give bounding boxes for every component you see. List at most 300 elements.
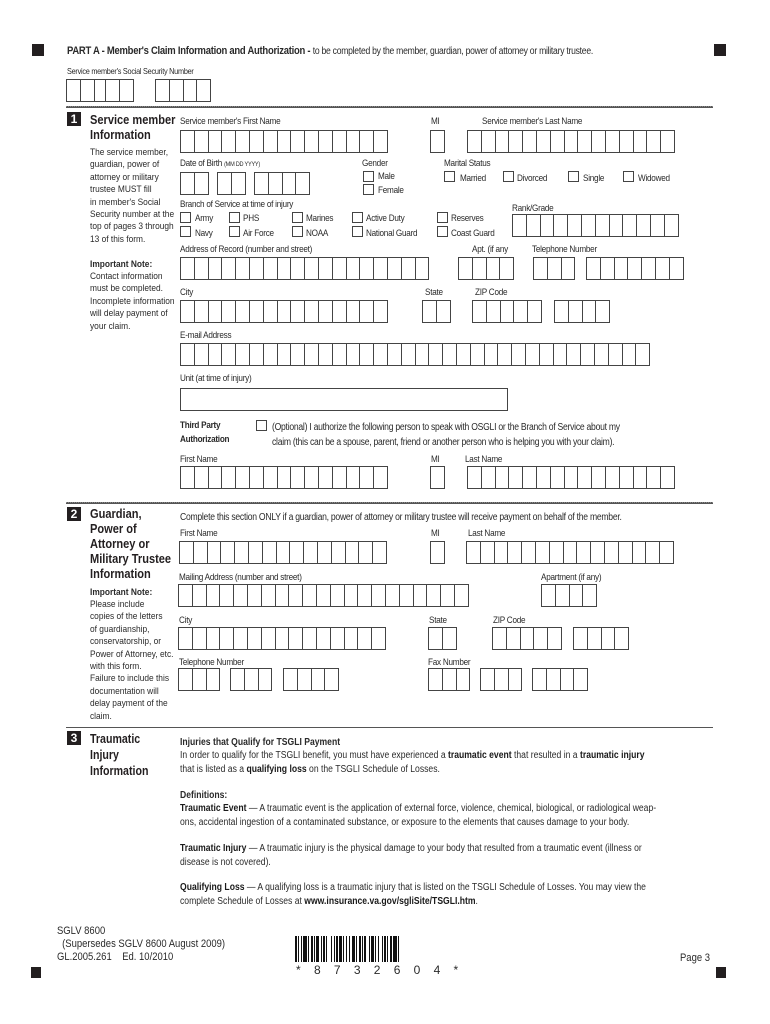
char-cell[interactable] — [371, 627, 386, 650]
last-name-field[interactable] — [467, 130, 674, 153]
char-cell[interactable] — [456, 343, 471, 366]
char-cell[interactable] — [566, 343, 581, 366]
char-cell[interactable] — [180, 257, 195, 280]
char-cell[interactable] — [304, 300, 319, 323]
char-cell[interactable] — [235, 300, 250, 323]
char-cell[interactable] — [619, 130, 634, 153]
char-cell[interactable] — [659, 541, 674, 564]
char-cell[interactable] — [555, 584, 570, 607]
char-cell[interactable] — [180, 130, 195, 153]
tsgli-schedule-link[interactable]: www.insurance.va.gov/sgliSite/TSGLI.htm — [304, 896, 476, 907]
char-cell[interactable] — [207, 541, 222, 564]
rank-field[interactable] — [512, 214, 678, 237]
char-cell[interactable] — [436, 300, 451, 323]
char-cell[interactable] — [494, 668, 509, 691]
char-cell[interactable] — [318, 466, 333, 489]
char-cell[interactable] — [484, 343, 499, 366]
dob-month-field[interactable] — [180, 172, 208, 195]
char-cell[interactable] — [472, 257, 487, 280]
char-cell[interactable] — [263, 300, 278, 323]
char-cell[interactable] — [456, 668, 471, 691]
char-cell[interactable] — [387, 257, 402, 280]
char-cell[interactable] — [440, 584, 455, 607]
char-cell[interactable] — [290, 257, 305, 280]
g-fax-area-field[interactable] — [428, 668, 469, 691]
char-cell[interactable] — [526, 214, 541, 237]
char-cell[interactable] — [373, 257, 388, 280]
char-cell[interactable] — [587, 627, 602, 650]
char-cell[interactable] — [194, 466, 209, 489]
char-cell[interactable] — [547, 257, 562, 280]
char-cell[interactable] — [357, 584, 372, 607]
char-cell[interactable] — [206, 627, 221, 650]
char-cell[interactable] — [413, 584, 428, 607]
char-cell[interactable] — [550, 130, 565, 153]
char-cell[interactable] — [547, 627, 562, 650]
char-cell[interactable] — [206, 584, 221, 607]
g-apartment-field[interactable] — [541, 584, 596, 607]
char-cell[interactable] — [573, 668, 588, 691]
char-cell[interactable] — [234, 541, 249, 564]
g-state-field[interactable] — [428, 627, 456, 650]
char-cell[interactable] — [590, 541, 605, 564]
char-cell[interactable] — [582, 300, 597, 323]
char-cell[interactable] — [576, 541, 591, 564]
char-cell[interactable] — [290, 466, 305, 489]
char-cell[interactable] — [119, 79, 134, 102]
char-cell[interactable] — [346, 257, 361, 280]
char-cell[interactable] — [507, 541, 522, 564]
char-cell[interactable] — [553, 214, 568, 237]
char-cell[interactable] — [66, 79, 81, 102]
marital-divorced-checkbox[interactable] — [503, 171, 514, 182]
phone-area-field[interactable] — [533, 257, 574, 280]
char-cell[interactable] — [233, 584, 248, 607]
char-cell[interactable] — [208, 343, 223, 366]
char-cell[interactable] — [359, 466, 374, 489]
char-cell[interactable] — [600, 257, 615, 280]
char-cell[interactable] — [422, 300, 437, 323]
state-field[interactable] — [422, 300, 450, 323]
char-cell[interactable] — [180, 466, 195, 489]
char-cell[interactable] — [208, 257, 223, 280]
branch-army-checkbox[interactable] — [180, 212, 191, 223]
char-cell[interactable] — [428, 627, 443, 650]
char-cell[interactable] — [442, 668, 457, 691]
char-cell[interactable] — [522, 466, 537, 489]
char-cell[interactable] — [263, 343, 278, 366]
char-cell[interactable] — [344, 627, 359, 650]
char-cell[interactable] — [536, 130, 551, 153]
char-cell[interactable] — [282, 172, 297, 195]
g-first-name-field[interactable] — [179, 541, 386, 564]
char-cell[interactable] — [500, 300, 515, 323]
char-cell[interactable] — [249, 257, 264, 280]
char-cell[interactable] — [540, 214, 555, 237]
char-cell[interactable] — [511, 343, 526, 366]
char-cell[interactable] — [263, 466, 278, 489]
char-cell[interactable] — [492, 627, 507, 650]
char-cell[interactable] — [508, 668, 523, 691]
char-cell[interactable] — [302, 584, 317, 607]
char-cell[interactable] — [304, 257, 319, 280]
char-cell[interactable] — [633, 130, 648, 153]
char-cell[interactable] — [480, 541, 495, 564]
char-cell[interactable] — [539, 343, 554, 366]
char-cell[interactable] — [564, 130, 579, 153]
char-cell[interactable] — [401, 257, 416, 280]
char-cell[interactable] — [525, 343, 540, 366]
char-cell[interactable] — [344, 584, 359, 607]
marital-married-checkbox[interactable] — [444, 171, 455, 182]
branch-national-guard-checkbox[interactable] — [352, 226, 363, 237]
char-cell[interactable] — [582, 584, 597, 607]
char-cell[interactable] — [208, 300, 223, 323]
char-cell[interactable] — [359, 257, 374, 280]
gender-male-checkbox[interactable] — [363, 171, 374, 182]
char-cell[interactable] — [235, 130, 250, 153]
char-cell[interactable] — [608, 343, 623, 366]
char-cell[interactable] — [554, 300, 569, 323]
char-cell[interactable] — [235, 343, 250, 366]
char-cell[interactable] — [217, 172, 232, 195]
char-cell[interactable] — [415, 257, 430, 280]
char-cell[interactable] — [533, 627, 548, 650]
char-cell[interactable] — [332, 343, 347, 366]
first-name-field[interactable] — [180, 130, 387, 153]
char-cell[interactable] — [495, 130, 510, 153]
char-cell[interactable] — [290, 300, 305, 323]
char-cell[interactable] — [155, 79, 170, 102]
char-cell[interactable] — [467, 130, 482, 153]
char-cell[interactable] — [472, 300, 487, 323]
char-cell[interactable] — [655, 257, 670, 280]
char-cell[interactable] — [622, 343, 637, 366]
char-cell[interactable] — [563, 541, 578, 564]
char-cell[interactable] — [268, 172, 283, 195]
char-cell[interactable] — [632, 541, 647, 564]
dob-day-field[interactable] — [217, 172, 245, 195]
g-phone-line-field[interactable] — [283, 668, 338, 691]
branch-marines-checkbox[interactable] — [292, 212, 303, 223]
char-cell[interactable] — [178, 668, 193, 691]
char-cell[interactable] — [359, 130, 374, 153]
char-cell[interactable] — [105, 79, 120, 102]
char-cell[interactable] — [454, 584, 469, 607]
char-cell[interactable] — [595, 300, 610, 323]
char-cell[interactable] — [415, 343, 430, 366]
char-cell[interactable] — [521, 541, 536, 564]
char-cell[interactable] — [645, 541, 660, 564]
char-cell[interactable] — [614, 627, 629, 650]
char-cell[interactable] — [316, 584, 331, 607]
char-cell[interactable] — [480, 668, 495, 691]
branch-air-force-checkbox[interactable] — [229, 226, 240, 237]
branch-reserves-checkbox[interactable] — [437, 212, 448, 223]
char-cell[interactable] — [553, 343, 568, 366]
char-cell[interactable] — [669, 257, 684, 280]
char-cell[interactable] — [506, 627, 521, 650]
char-cell[interactable] — [646, 130, 661, 153]
marital-widowed-checkbox[interactable] — [623, 171, 634, 182]
char-cell[interactable] — [263, 130, 278, 153]
char-cell[interactable] — [318, 300, 333, 323]
char-cell[interactable] — [513, 300, 528, 323]
char-cell[interactable] — [206, 668, 221, 691]
char-cell[interactable] — [591, 466, 606, 489]
char-cell[interactable] — [230, 668, 245, 691]
char-cell[interactable] — [614, 257, 629, 280]
char-cell[interactable] — [430, 466, 445, 489]
char-cell[interactable] — [577, 130, 592, 153]
char-cell[interactable] — [586, 257, 601, 280]
char-cell[interactable] — [346, 300, 361, 323]
char-cell[interactable] — [304, 343, 319, 366]
tp-mi-field[interactable] — [430, 466, 444, 489]
char-cell[interactable] — [535, 541, 550, 564]
char-cell[interactable] — [331, 541, 346, 564]
char-cell[interactable] — [533, 257, 548, 280]
char-cell[interactable] — [258, 668, 273, 691]
tp-last-name-field[interactable] — [467, 466, 674, 489]
char-cell[interactable] — [373, 300, 388, 323]
char-cell[interactable] — [275, 584, 290, 607]
char-cell[interactable] — [619, 466, 634, 489]
char-cell[interactable] — [486, 300, 501, 323]
char-cell[interactable] — [442, 627, 457, 650]
tp-first-name-field[interactable] — [180, 466, 387, 489]
city-field[interactable] — [180, 300, 387, 323]
char-cell[interactable] — [193, 541, 208, 564]
char-cell[interactable] — [527, 300, 542, 323]
char-cell[interactable] — [311, 668, 326, 691]
branch-navy-checkbox[interactable] — [180, 226, 191, 237]
phone-number-field[interactable] — [586, 257, 683, 280]
gender-female-checkbox[interactable] — [363, 184, 374, 195]
g-fax-prefix-field[interactable] — [480, 668, 521, 691]
zip-field[interactable] — [472, 300, 541, 323]
char-cell[interactable] — [192, 584, 207, 607]
char-cell[interactable] — [373, 466, 388, 489]
char-cell[interactable] — [550, 466, 565, 489]
char-cell[interactable] — [371, 584, 386, 607]
char-cell[interactable] — [430, 541, 445, 564]
char-cell[interactable] — [372, 541, 387, 564]
address-field[interactable] — [180, 257, 428, 280]
char-cell[interactable] — [302, 627, 317, 650]
zip-ext-field[interactable] — [554, 300, 609, 323]
char-cell[interactable] — [275, 627, 290, 650]
char-cell[interactable] — [522, 130, 537, 153]
g-last-name-field[interactable] — [466, 541, 673, 564]
char-cell[interactable] — [373, 130, 388, 153]
char-cell[interactable] — [288, 584, 303, 607]
char-cell[interactable] — [636, 214, 651, 237]
char-cell[interactable] — [594, 343, 609, 366]
char-cell[interactable] — [221, 466, 236, 489]
char-cell[interactable] — [318, 130, 333, 153]
char-cell[interactable] — [520, 627, 535, 650]
char-cell[interactable] — [569, 584, 584, 607]
char-cell[interactable] — [486, 257, 501, 280]
char-cell[interactable] — [194, 172, 209, 195]
unit-field[interactable] — [180, 388, 508, 411]
char-cell[interactable] — [641, 257, 656, 280]
char-cell[interactable] — [248, 541, 263, 564]
char-cell[interactable] — [330, 584, 345, 607]
char-cell[interactable] — [290, 130, 305, 153]
char-cell[interactable] — [549, 541, 564, 564]
char-cell[interactable] — [249, 300, 264, 323]
char-cell[interactable] — [233, 627, 248, 650]
char-cell[interactable] — [494, 541, 509, 564]
char-cell[interactable] — [221, 130, 236, 153]
dob-year-field[interactable] — [254, 172, 309, 195]
char-cell[interactable] — [428, 343, 443, 366]
char-cell[interactable] — [192, 668, 207, 691]
char-cell[interactable] — [609, 214, 624, 237]
char-cell[interactable] — [290, 343, 305, 366]
char-cell[interactable] — [324, 668, 339, 691]
char-cell[interactable] — [194, 130, 209, 153]
char-cell[interactable] — [316, 627, 331, 650]
branch-phs-checkbox[interactable] — [229, 212, 240, 223]
char-cell[interactable] — [595, 214, 610, 237]
char-cell[interactable] — [541, 584, 556, 607]
char-cell[interactable] — [546, 668, 561, 691]
char-cell[interactable] — [470, 343, 485, 366]
char-cell[interactable] — [660, 130, 675, 153]
char-cell[interactable] — [458, 257, 473, 280]
char-cell[interactable] — [512, 214, 527, 237]
char-cell[interactable] — [289, 541, 304, 564]
char-cell[interactable] — [430, 130, 445, 153]
char-cell[interactable] — [318, 343, 333, 366]
char-cell[interactable] — [219, 584, 234, 607]
char-cell[interactable] — [627, 257, 642, 280]
char-cell[interactable] — [385, 584, 400, 607]
g-zip-ext-field[interactable] — [573, 627, 628, 650]
g-mailing-address-field[interactable] — [178, 584, 468, 607]
char-cell[interactable] — [401, 343, 416, 366]
char-cell[interactable] — [303, 541, 318, 564]
char-cell[interactable] — [650, 214, 665, 237]
g-city-field[interactable] — [178, 627, 385, 650]
char-cell[interactable] — [332, 466, 347, 489]
char-cell[interactable] — [221, 300, 236, 323]
char-cell[interactable] — [358, 541, 373, 564]
char-cell[interactable] — [194, 343, 209, 366]
char-cell[interactable] — [426, 584, 441, 607]
char-cell[interactable] — [399, 584, 414, 607]
char-cell[interactable] — [208, 130, 223, 153]
char-cell[interactable] — [244, 668, 259, 691]
email-field[interactable] — [180, 343, 649, 366]
char-cell[interactable] — [330, 627, 345, 650]
char-cell[interactable] — [573, 627, 588, 650]
char-cell[interactable] — [577, 466, 592, 489]
char-cell[interactable] — [345, 541, 360, 564]
branch-active-duty-checkbox[interactable] — [352, 212, 363, 223]
char-cell[interactable] — [179, 541, 194, 564]
char-cell[interactable] — [80, 79, 95, 102]
char-cell[interactable] — [346, 343, 361, 366]
char-cell[interactable] — [183, 79, 198, 102]
char-cell[interactable] — [277, 300, 292, 323]
marital-single-checkbox[interactable] — [568, 171, 579, 182]
char-cell[interactable] — [208, 466, 223, 489]
char-cell[interactable] — [604, 541, 619, 564]
char-cell[interactable] — [263, 257, 278, 280]
char-cell[interactable] — [332, 130, 347, 153]
char-cell[interactable] — [601, 627, 616, 650]
char-cell[interactable] — [346, 466, 361, 489]
char-cell[interactable] — [568, 300, 583, 323]
char-cell[interactable] — [605, 466, 620, 489]
char-cell[interactable] — [622, 214, 637, 237]
apt-field[interactable] — [458, 257, 513, 280]
third-party-checkbox[interactable] — [256, 420, 267, 431]
g-mi-field[interactable] — [430, 541, 444, 564]
char-cell[interactable] — [261, 584, 276, 607]
char-cell[interactable] — [262, 541, 277, 564]
char-cell[interactable] — [467, 466, 482, 489]
char-cell[interactable] — [481, 130, 496, 153]
char-cell[interactable] — [192, 627, 207, 650]
char-cell[interactable] — [567, 214, 582, 237]
char-cell[interactable] — [499, 257, 514, 280]
branch-noaa-checkbox[interactable] — [292, 226, 303, 237]
char-cell[interactable] — [277, 343, 292, 366]
char-cell[interactable] — [276, 541, 291, 564]
char-cell[interactable] — [249, 343, 264, 366]
char-cell[interactable] — [178, 627, 193, 650]
char-cell[interactable] — [277, 257, 292, 280]
char-cell[interactable] — [235, 466, 250, 489]
char-cell[interactable] — [231, 172, 246, 195]
char-cell[interactable] — [481, 466, 496, 489]
char-cell[interactable] — [180, 343, 195, 366]
char-cell[interactable] — [304, 130, 319, 153]
char-cell[interactable] — [247, 584, 262, 607]
char-cell[interactable] — [359, 343, 374, 366]
char-cell[interactable] — [581, 214, 596, 237]
char-cell[interactable] — [508, 466, 523, 489]
char-cell[interactable] — [318, 257, 333, 280]
char-cell[interactable] — [591, 130, 606, 153]
char-cell[interactable] — [387, 343, 402, 366]
char-cell[interactable] — [247, 627, 262, 650]
g-fax-line-field[interactable] — [532, 668, 587, 691]
char-cell[interactable] — [508, 130, 523, 153]
char-cell[interactable] — [373, 343, 388, 366]
char-cell[interactable] — [635, 343, 650, 366]
char-cell[interactable] — [442, 343, 457, 366]
char-cell[interactable] — [466, 541, 481, 564]
char-cell[interactable] — [288, 627, 303, 650]
char-cell[interactable] — [235, 257, 250, 280]
char-cell[interactable] — [283, 668, 298, 691]
branch-coast-guard-checkbox[interactable] — [437, 226, 448, 237]
char-cell[interactable] — [332, 257, 347, 280]
ssn-group[interactable] — [155, 79, 210, 102]
char-cell[interactable] — [178, 584, 193, 607]
g-zip-field[interactable] — [492, 627, 561, 650]
char-cell[interactable] — [618, 541, 633, 564]
g-phone-prefix-field[interactable] — [230, 668, 271, 691]
g-phone-area-field[interactable] — [178, 668, 219, 691]
ssn-group[interactable] — [105, 79, 133, 102]
